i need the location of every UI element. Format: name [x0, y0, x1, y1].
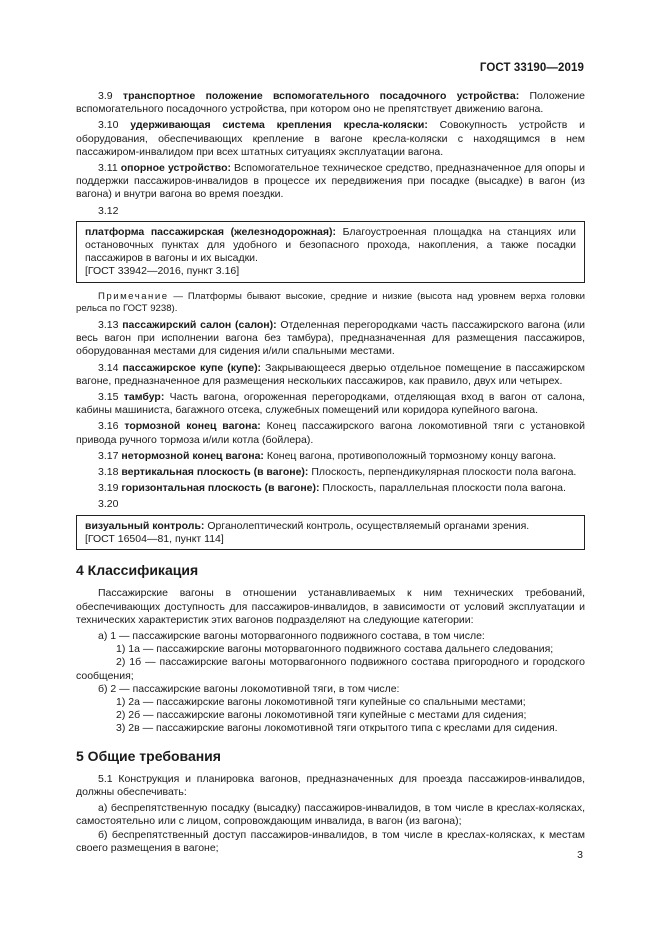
category-a-1: 1) 1а — пассажирские вагоны моторвагонного подвижного состава дальнего следования; [116, 643, 554, 656]
definition-3-11: 3.11 опорное устройство: Вспомогательное техническое средство, предназначенное для опоры и поддержки пассажиров-инвалидов в процессе их передвижения при посадке (высадке) в вагон (из вагона) и внутри вагона во время поездки. [76, 162, 585, 201]
definition-3-12-number: 3.12 [98, 204, 119, 217]
definition-3-20: визуальный контроль: Органолептический контроль, осуществляемый органами зрения. [85, 519, 530, 532]
term: тормозной конец вагона: [124, 420, 261, 433]
definition-3-13: 3.13 пассажирский салон (салон): Отделенная перегородками часть пассажирского вагона (или весь вагон при исполнении вагона без тамбура), предназначенная для размещения пассажиров, оборудованная местами для сидения и/или спальными местами. [76, 319, 585, 358]
definition-3-15: 3.15 тамбур: Часть вагона, огороженная перегородками, отделяющая вход в вагон от салона, кабины машиниста, багажного отсека, служебных помещений или коридора купейного вагона. [76, 391, 585, 417]
definition-3-14: 3.14 пассажирское купе (купе): Закрывающееся дверью отдельное помещение в пассажирском вагоне, предназначенное для размещения нескольких пассажиров, как правило, двух или четырех. [76, 361, 585, 387]
term: транспортное положение вспомогательного посадочного устройства: [122, 90, 520, 102]
clause-5-1-a: а) беспрепятственную посадку (высадку) пассажиров-инвалидов, в том числе в креслах-колясках, самостоятельно или с лицом, сопровождающим инвалида, в вагон (из вагона); [76, 802, 585, 828]
term: платформа пассажирская (железнодорожная): [85, 225, 337, 238]
page-content [76, 90, 585, 855]
definition-3-20-number: 3.20 [98, 498, 119, 511]
category-b-3: 3) 2в — пассажирские вагоны локомотивной тяги открытого типа с креслами для сидения. [116, 722, 558, 735]
term: нетормозной конец вагона: [121, 449, 264, 462]
term: горизонтальная плоскость (в вагоне): [121, 482, 320, 495]
section-5-heading: 5 Общие требования [76, 747, 221, 764]
definition-3-17: 3.17 нетормозной конец вагона: Конец вагона, противоположный тормозному концу вагона. [98, 449, 557, 462]
page-number: 3 [577, 849, 583, 861]
category-b: б) 2 — пассажирские вагоны локомотивной тяги, в том числе: [98, 682, 400, 695]
source-reference: [ГОСТ 16504—81, пункт 114] [85, 532, 224, 545]
standard-code: ГОСТ 33190—2019 [479, 62, 584, 74]
clause-5-1: 5.1 Конструкция и планировка вагонов, предназначенных для проезда пассажиров-инвалидов, должны обеспечивать: [76, 772, 585, 798]
section-4-heading: 4 Классификация [76, 562, 199, 579]
term: пассажирский салон (салон): [122, 319, 277, 332]
definition-3-10: 3.10 удерживающая система крепления кресла-коляски: Совокупность устройств и оборудования, обеспечивающих крепление в вагоне кресла-коляски с находящимся в нем пассажиром-инвалидом при всех штатных ситуациях эксплуатации вагона. [76, 119, 585, 158]
clause-5-1-b: б) беспрепятственный доступ пассажиров-инвалидов, в том числе в креслах-колясках, к местам своего размещения в вагоне; [76, 828, 585, 854]
definition-3-19: 3.19 горизонтальная плоскость (в вагоне): Плоскость, параллельная плоскости пола вагона. [98, 482, 566, 495]
category-b-2: 2) 2б — пассажирские вагоны локомотивной тяги купейные с местами для сидения; [116, 709, 527, 722]
category-a: а) 1 — пассажирские вагоны моторвагонного подвижного состава, в том числе: [98, 629, 485, 642]
term: визуальный контроль: [85, 519, 205, 532]
term: тамбур: [123, 391, 165, 404]
source-reference: [ГОСТ 33942—2016, пункт 3.16] [85, 265, 240, 278]
note-3-12: Примечание — Платформы бывают высокие, средние и низкие (высота над уровнем верха головки рельса по ГОСТ 9238). [76, 290, 585, 314]
section-4-intro: Пассажирские вагоны в отношении устанавливаемых к ним технических требований, обеспечивающих доступность для пассажиров-инвалидов, в зависимости от условий эксплуатации и технических характеристик этих вагонов подразделяют на следующие категории: [76, 587, 585, 626]
definition-3-12-box [76, 221, 585, 283]
term: пассажирское купе (купе): [122, 361, 262, 374]
definition-3-18: 3.18 вертикальная плоскость (в вагоне): Плоскость, перпендикулярная плоскости пола вагона. [98, 466, 577, 479]
category-b-1: 1) 2а — пассажирские вагоны локомотивной тяги купейные со спальными местами; [116, 695, 526, 708]
term: удерживающая система крепления кресла-коляски: [130, 119, 428, 132]
definition-3-12: платформа пассажирская (железнодорожная): Благоустроенная площадка на станциях или остановочных пунктах для удобного и безопасного прохода, накопления, а также посадки пассажиров в вагоны и их высадки. [85, 225, 576, 265]
definition-3-9: 3.9 транспортное положение вспомогательного посадочного устройства: Положение вспомогательного посадочного устройства, при котором оно не препятствует движению вагона. [76, 90, 585, 116]
category-a-2: 2) 1б — пассажирские вагоны моторвагонного подвижного состава пригородного и городского сообщения; [76, 656, 585, 682]
definition-3-20-box [76, 515, 585, 550]
term: опорное устройство: [120, 162, 231, 175]
definition-3-16: 3.16 тормозной конец вагона: Конец пассажирского вагона локомотивной тяги с установкой привода ручного тормоза и/или котла (бойлера). [76, 420, 585, 446]
term: вертикальная плоскость (в вагоне): [121, 466, 309, 479]
